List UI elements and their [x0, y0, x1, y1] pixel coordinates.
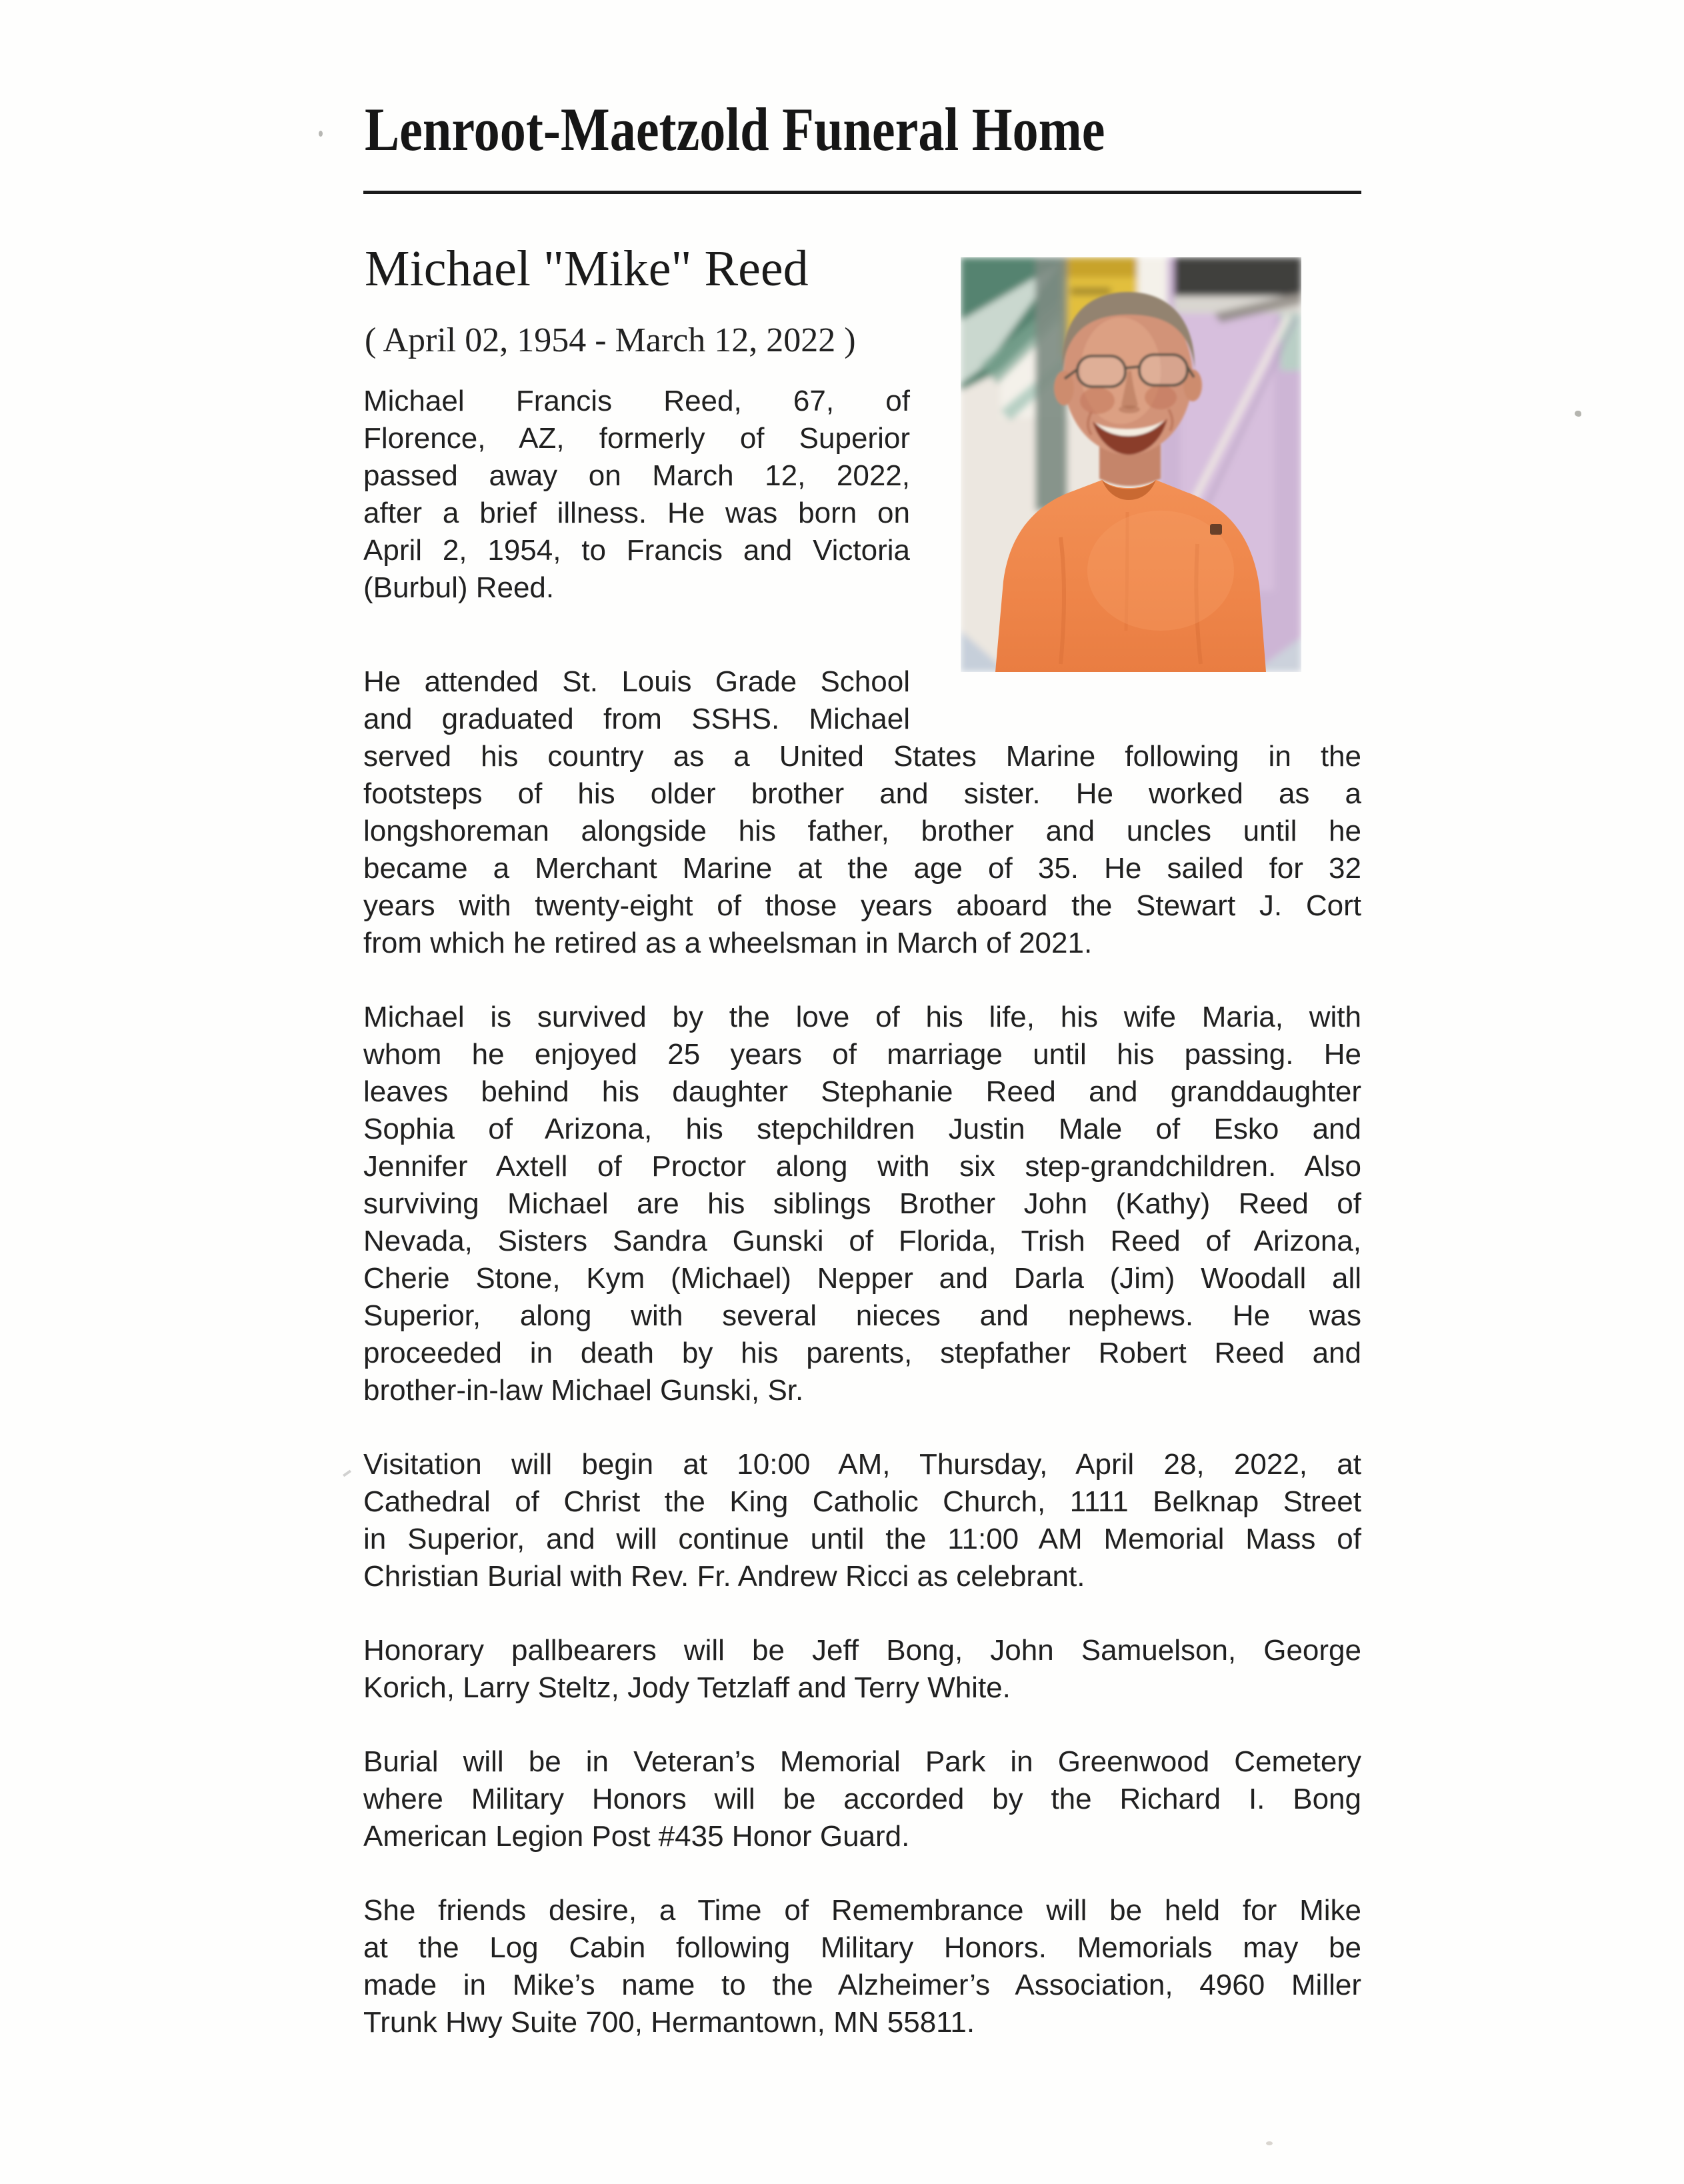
text-line: Michael is survived by the love of his life, his wife Maria, with: [363, 1001, 1361, 1033]
text-line: in Superior, and will continue until the 11:00 AM Memorial Mass of: [363, 1523, 1361, 1555]
text-line: years with twenty-eight of those years aboard the Stewart J. Cort: [363, 889, 1361, 922]
text-line: and graduated from SSHS. Michael: [363, 703, 910, 735]
text-line: where Military Honors will be accorded by the Richard I. Bong: [363, 1783, 1361, 1815]
obituary-paragraph: [363, 1892, 1361, 2041]
text-line: proceeded in death by his parents, stepfather Robert Reed and: [363, 1337, 1361, 1369]
text-line: April 2, 1954, to Francis and Victoria: [363, 534, 910, 567]
text-line: Superior, along with several nieces and nephews. He was: [363, 1299, 1361, 1332]
text-line: after a brief illness. He was born on: [363, 497, 910, 529]
text-line: Michael Francis Reed, 67, of: [363, 385, 910, 417]
text-line: from which he retired as a wheelsman in March of 2021.: [363, 927, 1093, 959]
scan-artifact: [319, 131, 323, 137]
obituary-content: [363, 0, 1361, 2041]
obituary-paragraph: [363, 1446, 1361, 1595]
obituary-flow: [363, 194, 1361, 2041]
text-line: Burial will be in Veteran’s Memorial Park in Greenwood Cemetery: [363, 1745, 1361, 1778]
deceased-name: Michael "Mike" Reed: [365, 241, 809, 297]
text-line: He attended St. Louis Grade School: [363, 665, 910, 698]
text-line: Honorary pallbearers will be Jeff Bong, John Samuelson, George: [363, 1634, 1361, 1667]
portrait-photo-image: [961, 257, 1301, 672]
text-line: became a Merchant Marine at the age of 35. He sailed for 32: [363, 852, 1361, 885]
text-line: made in Mike’s name to the Alzheimer’s Association, 4960 Miller: [363, 1969, 1361, 2001]
text-line: footsteps of his older brother and sister. He worked as a: [363, 777, 1361, 810]
text-line: (Burbul) Reed.: [363, 571, 555, 604]
deceased-dates: ( April 02, 1954 - March 12, 2022 ): [365, 321, 856, 359]
obituary-paragraph: [363, 999, 1361, 1409]
text-line: leaves behind his daughter Stephanie Reed and granddaughter: [363, 1075, 1361, 1108]
text-line: American Legion Post #435 Honor Guard.: [363, 1820, 910, 1853]
text-line: surviving Michael are his siblings Brother John (Kathy) Reed of: [363, 1187, 1361, 1220]
text-line: at the Log Cabin following Military Honors. Memorials may be: [363, 1931, 1361, 1964]
obituary-paragraph: [363, 1743, 1361, 1855]
funeral-home-title: Lenroot-Maetzold Funeral Home: [365, 95, 1105, 163]
scan-artifact: [343, 1470, 351, 1477]
text-line: longshoreman alongside his father, brother and uncles until he: [363, 815, 1361, 847]
text-line: Nevada, Sisters Sandra Gunski of Florida, Trish Reed of Arizona,: [363, 1225, 1361, 1257]
text-line: Visitation will begin at 10:00 AM, Thursday, April 28, 2022, at: [363, 1448, 1361, 1481]
text-line: Florence, AZ, formerly of Superior: [363, 422, 910, 455]
text-line: Christian Burial with Rev. Fr. Andrew Ricci as celebrant.: [363, 1560, 1085, 1593]
text-line: brother-in-law Michael Gunski, Sr.: [363, 1374, 804, 1407]
text-line: passed away on March 12, 2022,: [363, 459, 910, 492]
text-line: Cherie Stone, Kym (Michael) Nepper and Darla (Jim) Woodall all: [363, 1262, 1361, 1295]
text-line: served his country as a United States Marine following in the: [363, 740, 1361, 773]
text-line: Cathedral of Christ the King Catholic Church, 1111 Belknap Street: [363, 1485, 1361, 1518]
text-line: She friends desire, a Time of Remembrance will be held for Mike: [363, 1894, 1361, 1927]
text-line: Korich, Larry Steltz, Jody Tetzlaff and Terry White.: [363, 1671, 1011, 1704]
text-line: Trunk Hwy Suite 700, Hermantown, MN 55811.: [363, 2006, 975, 2039]
portrait-photo: [910, 257, 1301, 732]
obituary-paragraph: [363, 1632, 1361, 1707]
text-line: Jennifer Axtell of Proctor along with six step-grandchildren. Also: [363, 1150, 1361, 1183]
text-line: Sophia of Arizona, his stepchildren Justin Male of Esko and: [363, 1113, 1361, 1145]
text-line: whom he enjoyed 25 years of marriage until his passing. He: [363, 1038, 1361, 1071]
scan-artifact: [1266, 2141, 1273, 2145]
scan-artifact: [1575, 411, 1581, 417]
